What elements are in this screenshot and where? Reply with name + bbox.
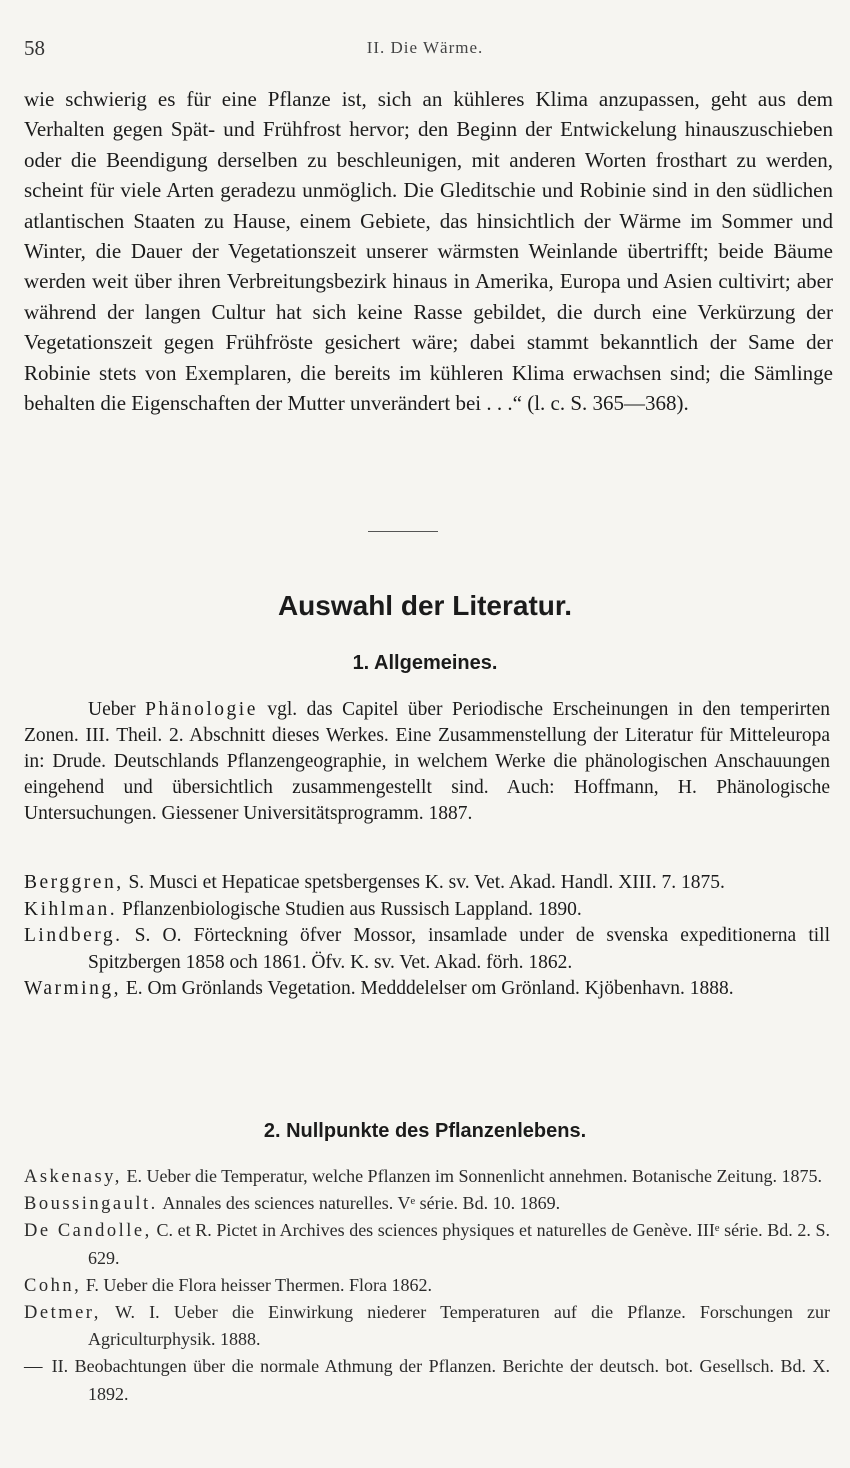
reference-text: S. Musci et Hepaticae spetsbergenses K. sv. Vet. Akad. Handl. XIII. 7. 1875. (128, 872, 725, 893)
reference-author: Boussingault. (24, 1194, 158, 1215)
reference-item (24, 1190, 830, 1217)
reference-text: II. Beobachtungen über die normale Athmung der Pflanzen. Berichte der deutsch. bot. Gesellsch. Bd. X. 1892. (51, 1356, 831, 1404)
intro-lead: Ueber (88, 699, 136, 720)
reference-author: Kihlman. (24, 898, 118, 920)
reference-text: C. et R. Pictet in Archives des sciences physiques et naturelles de Genève. IIIᵉ série. Bd. 2. S. 629. (88, 1220, 830, 1268)
reference-item (24, 1217, 830, 1271)
reference-text: E. Ueber die Temperatur, welche Pflanzen im Sonnenlicht annehmen. Botanische Zeitung. 1875. (126, 1166, 822, 1186)
reference-item (24, 1299, 830, 1353)
subsection-title-nullpunkte: 2. Nullpunkte des Pflanzenlebens. (263, 1120, 587, 1142)
running-title: II. Die Wärme. (366, 38, 484, 57)
section-title: Auswahl der Literatur. (277, 590, 573, 621)
reference-item (24, 1272, 830, 1299)
reference-item (24, 976, 830, 1003)
reference-author: De Candolle, (24, 1221, 152, 1242)
reference-list-nullpunkte (24, 1163, 830, 1408)
reference-item (24, 1163, 830, 1190)
body-paragraph: wie schwierig es für eine Pflanze ist, sich an kühleres Klima anzupassen, geht aus dem Verhalten gegen Spät- und Frühfrost hervor; den Beginn der Entwickelung hinauszuschieben oder die Beendigung derselben zu beschleunigen, mit anderen Worten frosthart zu werden, scheint für viele Arten geradezu unmöglich. Die Gleditschie und Robinie sind in den südlichen atlantischen Staaten zu Hause, einem Gebiete, das hinsichtlich der Wärme im Sommer und Winter, die Dauer der Vegetationszeit unserer wärmsten Weinlande übertrifft; beide Bäume werden weit über ihren Verbreitungsbezirk hinaus in Amerika, Europa und Asien cultivirt; aber während der langen Cultur hat sich keine Rasse gebildet, die durch eine Verkürzung der Vegetationszeit gegen Frühfröste gesichert wäre; dabei stammt bekanntlich der Same der Robinie stets von Exemplaren, die bereits im kühleren Klima erwachsen sind; die Sämlinge behalten die Eigenschaften der Mutter unverändert bei . . .“ (l. c. S. 365—368). (24, 87, 833, 416)
page-number: 58 (24, 36, 45, 60)
reference-list-allgemeines (24, 870, 830, 1003)
reference-item (24, 1353, 830, 1407)
separator-rule (368, 531, 438, 532)
reference-item (24, 923, 830, 976)
intro-rest: vgl. das Capitel über Periodische Erscheinungen in den temperirten Zonen. III. Theil. 2. Abschnitt dieses Werkes. Eine Zusammenstellung der Literatur für Mitteleuropa in: Drude. Deutschlands Pflanzengeographie, in welchem Werke die phänologischen Anschauungen eingehend und übersichtlich zusammengestellt sind. Auch: Hoffmann, H. Phänologische Untersuchungen. Giessener Universitätsprogramm. 1887. (24, 699, 831, 824)
reference-text: W. I. Ueber die Einwirkung niederer Temperaturen auf die Pflanze. Forschungen zur Agriculturphysik. 1888. (88, 1302, 830, 1350)
running-header (24, 36, 826, 66)
reference-author: Warming, (24, 978, 121, 999)
reference-author: Berggren, (24, 872, 124, 893)
reference-author: Askenasy, (24, 1167, 122, 1187)
intro-paragraph (24, 697, 830, 827)
reference-text: F. Ueber die Flora heisser Thermen. Flora 1862. (85, 1274, 432, 1295)
reference-author: Cohn, (24, 1275, 82, 1296)
reference-author: Detmer, (24, 1303, 101, 1324)
reference-author: Lindberg. (24, 925, 123, 946)
reference-text: E. Om Grönlands Vegetation. Medddelelser om Grönland. Kjöbenhavn. 1888. (125, 978, 734, 999)
reference-item (24, 897, 830, 924)
reference-text: Annales des sciences naturelles. Vᵉ série. Bd. 10. 1869. (162, 1193, 561, 1214)
reference-item (24, 870, 830, 897)
subsection-title-allgemeines: 1. Allgemeines. (352, 652, 498, 674)
reference-text: Pflanzenbiologische Studien aus Russisch Lappland. 1890. (122, 898, 582, 920)
reference-author: — (24, 1357, 45, 1378)
intro-keyword: Phänologie (145, 699, 258, 720)
reference-text: S. O. Förteckning öfver Mossor, insamlade under de svenska expeditionerna till Spitzbergen 1858 och 1861. Öfv. K. sv. Vet. Akad. förh. 1862. (88, 925, 830, 973)
